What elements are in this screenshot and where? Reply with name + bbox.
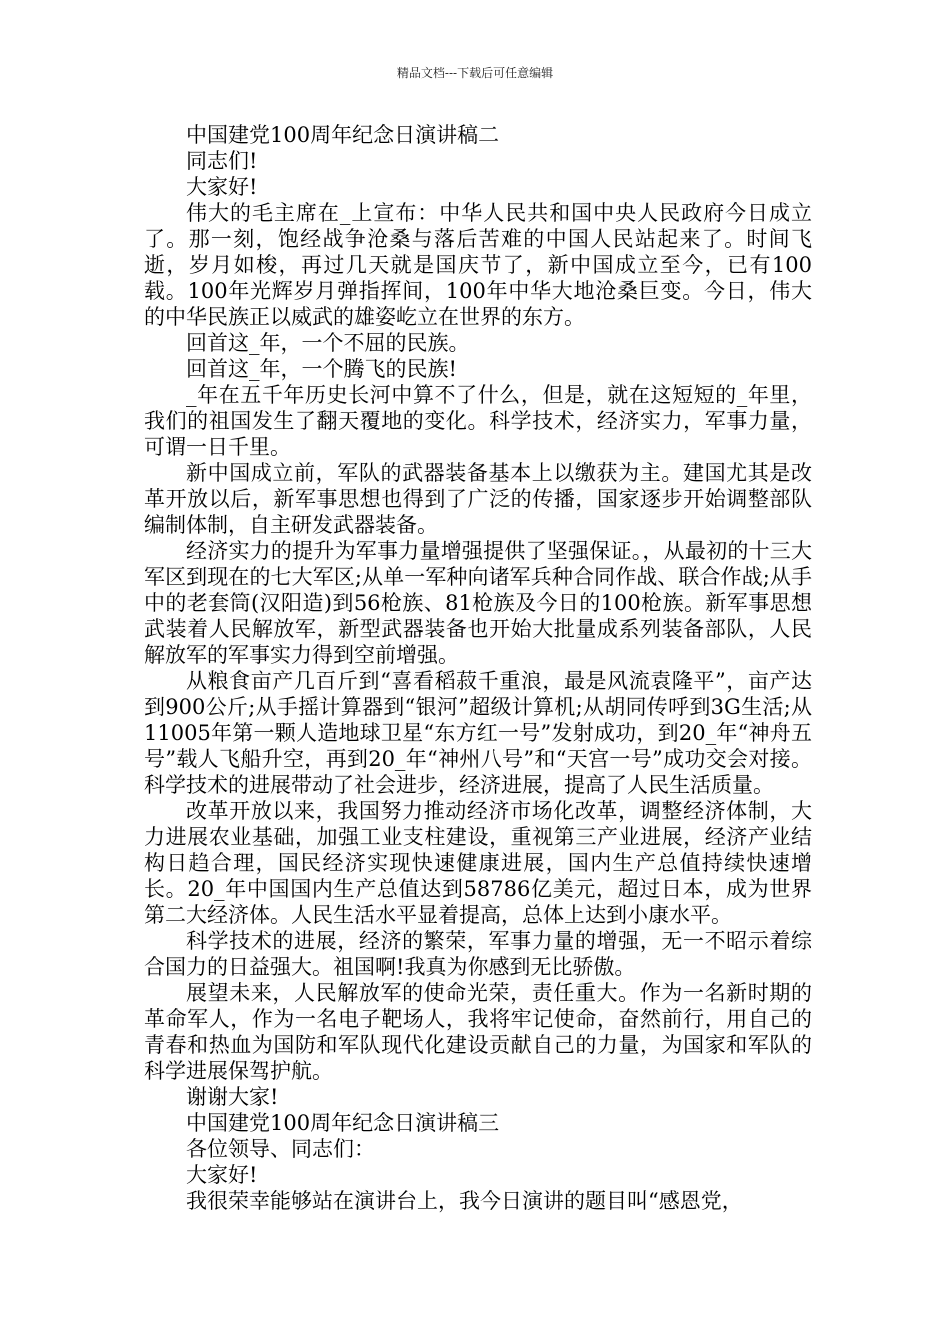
paragraph: 同志们!	[186, 149, 258, 173]
paragraph: 各位领导、同志们：	[186, 1137, 375, 1161]
document-body	[144, 122, 812, 1214]
page-header: 精品文档---下载后可任意编辑	[396, 66, 554, 80]
speech-title-2: 中国建党100周年纪念日演讲稿二	[186, 123, 500, 147]
paragraph: 回首这_年，一个不屈的民族。	[186, 331, 470, 355]
paragraph: _年在五千年历史长河中算不了什么，但是，就在这短短的_年里，我们的祖国发生了翻天覆地的变化。科学技术，经济实力，军事力量，可谓一日千里。	[144, 383, 812, 459]
paragraph: 我很荣幸能够站在演讲台上，我今日演讲的题目叫“感恩党，	[186, 1189, 743, 1213]
paragraph: 大家好!	[186, 175, 258, 199]
paragraph: 经济实力的提升为军事力量增强提供了坚强保证。，从最初的十三大军区到现在的七大军区;从单一军种向诸军兵种合同作战、联合作战;从手中的老套筒(汉阳造)到56枪族、81枪族及今日的100枪族。新军事思想武装着人民解放军，新型武器装备也开始大批量成系列装备部队，人民解放军的军事实力得到空前增强。	[144, 539, 812, 667]
paragraph: 从粮食亩产几百斤到“喜看稻菽千重浪，最是风流袁隆平”，亩产达到900公斤;从手摇计算器到“银河”超级计算机;从胡同传呼到3G生活;从11005年第一颗人造地球卫星“东方红一号”发射成功，到20_年“神舟五号”载人飞船升空，再到20_年“神州八号”和“天宫一号”成功交会对接。科学技术的进展带动了社会进步，经济进展，提高了人民生活质量。	[144, 669, 812, 797]
paragraph: 谢谢大家!	[186, 1085, 279, 1109]
paragraph: 伟大的毛主席在_上宣布：中华人民共和国中央人民政府今日成立了。那一刻，饱经战争沧桑与落后苦难的中国人民站起来了。时间飞逝，岁月如梭，再过几天就是国庆节了，新中国成立至今，已有100载。100年光辉岁月弹指挥间，100年中华大地沧桑巨变。今日，伟大的中华民族正以威武的雄姿屹立在世界的东方。	[144, 201, 812, 329]
paragraph: 科学技术的进展，经济的繁荣，军事力量的增强，无一不昭示着综合国力的日益强大。祖国啊!我真为你感到无比骄傲。	[144, 929, 812, 979]
paragraph: 回首这_年，一个腾飞的民族!	[186, 357, 457, 381]
paragraph: 改革开放以来，我国努力推动经济市场化改革，调整经济体制，大力进展农业基础，加强工业支柱建设，重视第三产业进展，经济产业结构日趋合理，国民经济实现快速健康进展，国内生产总值持续快速增长。20_年中国国内生产总值达到58786亿美元，超过日本，成为世界第二大经济体。人民生活水平显着提高，总体上达到小康水平。	[144, 799, 812, 927]
paragraph: 新中国成立前，军队的武器装备基本上以缴获为主。建国尤其是改革开放以后，新军事思想也得到了广泛的传播，国家逐步开始调整部队编制体制，自主研发武器装备。	[144, 461, 812, 537]
speech-title-3: 中国建党100周年纪念日演讲稿三	[186, 1111, 500, 1135]
paragraph: 展望未来，人民解放军的使命光荣，责任重大。作为一名新时期的革命军人，作为一名电子靶场人，我将牢记使命，奋然前行，用自己的青春和热血为国防和军队现代化建设贡献自己的力量，为国家和军队的科学进展保驾护航。	[144, 981, 812, 1083]
paragraph: 大家好!	[186, 1163, 258, 1187]
